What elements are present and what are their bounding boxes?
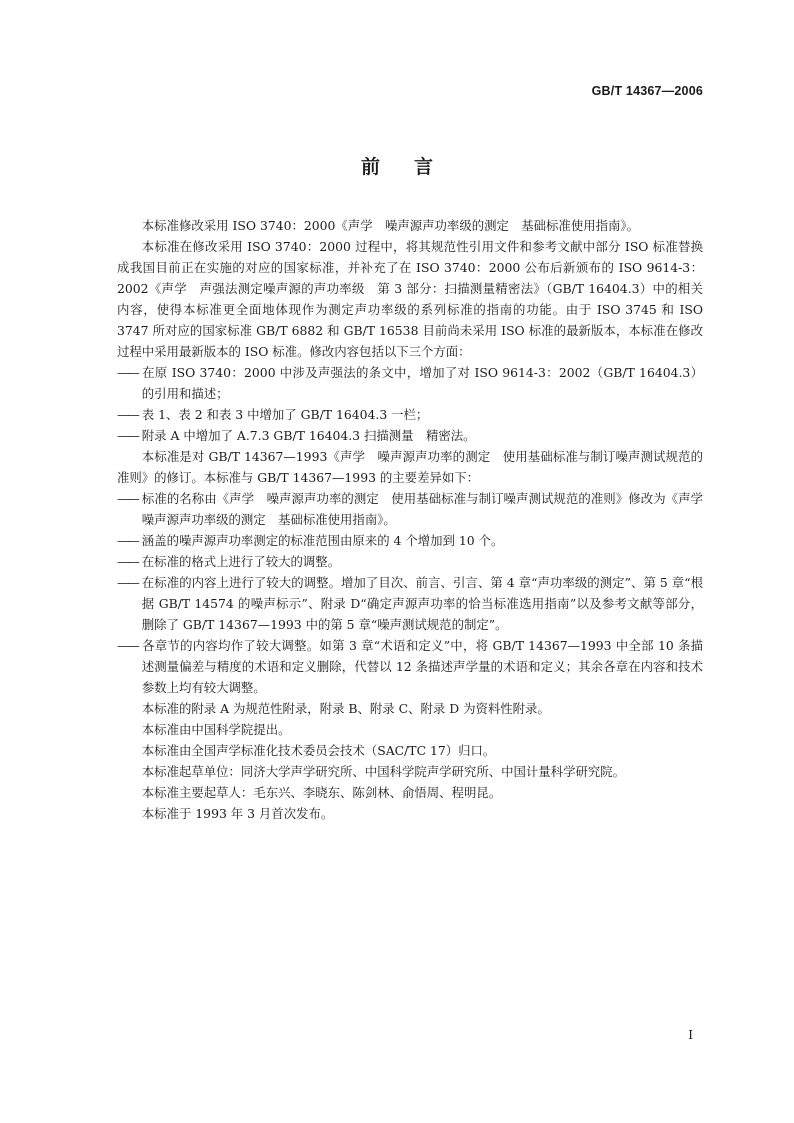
intro-paragraph: 本标准在修改采用 ISO 3740：2000 过程中，将其规范性引用文件和参考文献中部分 ISO 标准替换成我国目前正在实施的对应的国家标准，并补充了在 ISO 3740：2000 公布后新颁布的 ISO 9614-3：2002《声学 声强法测定噪声源的声功率级 第 3 部分：扫描测量精密法》（GB/T 16404.3）中的相关内容，使得本标准更全面地体现作为测定声功率级的系列标准的指南的功能。由于 ISO 3745 和 ISO 3747 所对应的国家标准 GB/T 6882 和 GB/T 16538 目前尚未采用 ISO 标准的最新版本，本标准在修改过程中采用最新版本的 ISO 标准。修改内容包括以下三个方面： — [117, 239, 703, 359]
dash-marker: —— — [117, 407, 138, 422]
modification-item — [117, 362, 703, 404]
closing-paragraph: 本标准的附录 A 为规范性附录，附录 B、附录 C、附录 D 为资料性附录。 — [141, 701, 550, 716]
dash-marker: —— — [117, 428, 138, 443]
difference-item — [117, 551, 703, 572]
dash-marker: —— — [117, 491, 138, 506]
modification-text: 在原 ISO 3740：2000 中涉及声强法的条文中，增加了对 ISO 9614-3：2002（GB/T 16404.3）的引用和描述； — [141, 365, 703, 401]
preface-body — [117, 215, 716, 824]
difference-item — [117, 488, 716, 530]
dash-marker: —— — [117, 365, 138, 380]
modification-item — [117, 425, 703, 446]
difference-item — [117, 635, 703, 698]
difference-item — [117, 572, 703, 635]
difference-item — [117, 530, 703, 551]
dash-marker: —— — [117, 575, 138, 590]
difference-text: 标准的名称由《声学 噪声源声功率的测定 使用基础标准与制订噪声测试规范的准则》修改为《声学 噪声源声功率级的测定 基础标准使用指南》。 — [141, 491, 716, 527]
dash-marker: —— — [117, 533, 138, 548]
closing-paragraph: 本标准主要起草人：毛东兴、李晓东、陈剑林、俞悟周、程明昆。 — [141, 785, 502, 800]
difference-text: 在标准的格式上进行了较大的调整。 — [141, 554, 341, 569]
dash-marker: —— — [117, 638, 138, 653]
page-number: I — [688, 1028, 693, 1042]
difference-text: 在标准的内容上进行了较大的调整。增加了目次、前言、引言、第 4 章“声功率级的测定”、第 5 章“根据 GB/T 14574 的噪声标示”、附录 D“确定声源声功率的恰当标准选用指南”以及参考文献等部分，删除了 GB/T 14367—1993 中的第 5 章“噪声测试规范的制定”。 — [141, 575, 703, 632]
modification-text: 表 1、表 2 和表 3 中增加了 GB/T 16404.3 一栏； — [141, 407, 429, 422]
page-title: 前言 — [360, 156, 467, 178]
closing-paragraph: 本标准由中国科学院提出。 — [141, 722, 291, 737]
revision-paragraph: 本标准是对 GB/T 14367—1993《声学 噪声源声功率的测定 使用基础标准与制订噪声测试规范的准则》的修订。本标准与 GB/T 14367—1993 的主要差异如下： — [117, 449, 703, 485]
closing-paragraph: 本标准于 1993 年 3 月首次发布。 — [141, 806, 334, 821]
closing-paragraph: 本标准起草单位：同济大学声学研究所、中国科学院声学研究所、中国计量科学研究院。 — [141, 764, 626, 779]
modification-text: 附录 A 中增加了 A.7.3 GB/T 16404.3 扫描测量 精密法。 — [141, 428, 476, 443]
standard-code: GB/T 14367—2006 — [591, 84, 703, 98]
intro-paragraph: 本标准修改采用 ISO 3740：2000《声学 噪声源声功率级的测定 基础标准使用指南》。 — [141, 218, 639, 233]
difference-text: 涵盖的噪声源声功率测定的标准范围由原来的 4 个增加到 10 个。 — [141, 533, 504, 548]
difference-text: 各章节的内容均作了较大调整。如第 3 章“术语和定义”中，将 GB/T 14367—1993 中全部 10 条描述测量偏差与精度的术语和定义删除，代替以 12 条描述声学量的术语和定义；其余各章在内容和技术参数上均有较大调整。 — [141, 638, 703, 695]
modification-item — [117, 404, 703, 425]
closing-paragraph: 本标准由全国声学标准化技术委员会技术（SAC/TC 17）归口。 — [141, 743, 496, 758]
dash-marker: —— — [117, 554, 138, 569]
